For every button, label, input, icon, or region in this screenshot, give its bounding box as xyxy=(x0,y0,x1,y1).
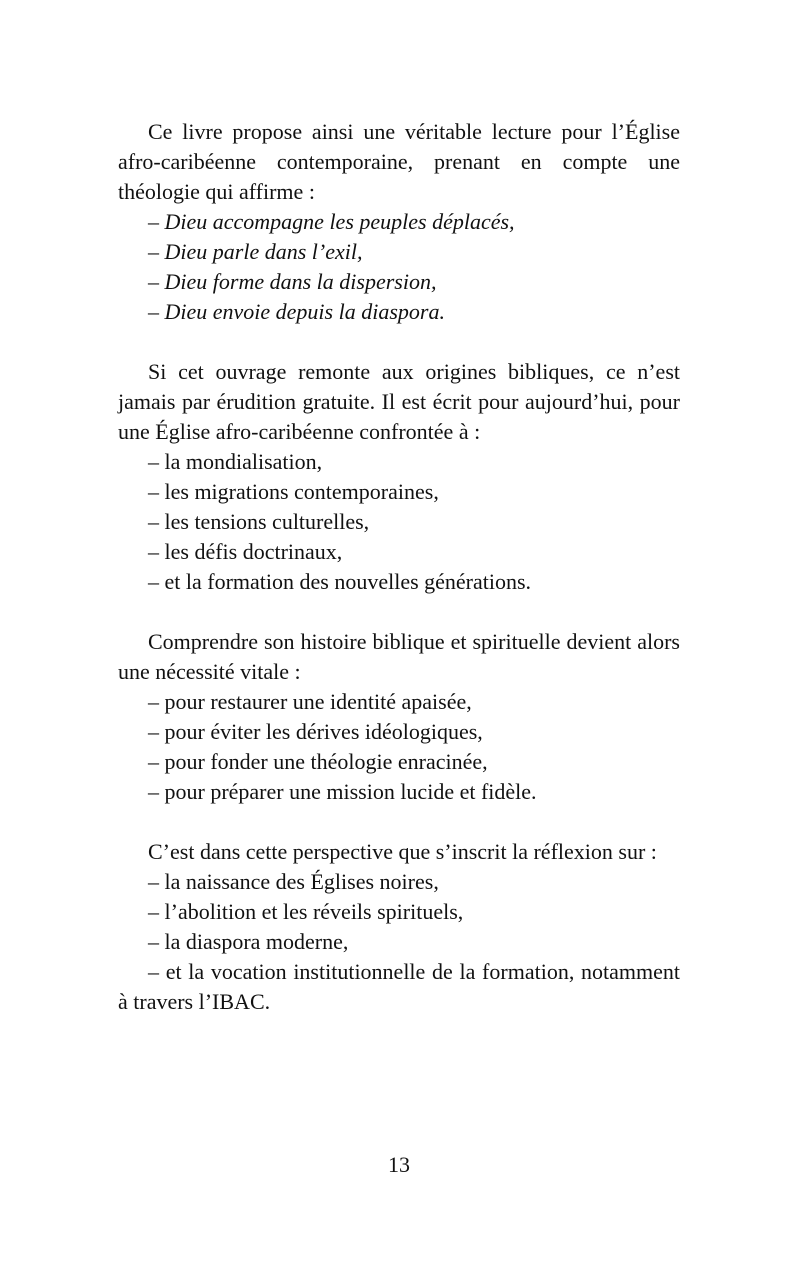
list-item: – pour fonder une théologie enracinée, xyxy=(148,749,488,774)
list-item: – et la vocation institutionnelle de la formation, notamment à travers l’IBAC. xyxy=(118,959,680,1014)
section-4-intro: C’est dans cette perspective que s’inscrit la réflexion sur : xyxy=(148,839,657,864)
list-item: – pour éviter les dérives idéologiques, xyxy=(148,719,483,744)
section-3-intro: Comprendre son histoire biblique et spirituelle devient alors une nécessité vitale : xyxy=(118,629,680,684)
section-2 xyxy=(118,357,680,597)
list-item: – l’abolition et les réveils spirituels, xyxy=(148,899,464,924)
page-number: 13 xyxy=(388,1152,410,1177)
section-1-intro: Ce livre propose ainsi une véritable lecture pour l’Église afro-caribéenne contemporaine, prenant en compte une théologie qui affirme : xyxy=(118,119,680,204)
list-item: – les migrations contemporaines, xyxy=(148,479,439,504)
page-body xyxy=(118,117,680,1047)
list-item: – la naissance des Églises noires, xyxy=(148,869,439,894)
list-item: – Dieu forme dans la dispersion, xyxy=(148,269,437,294)
list-item: – la mondialisation, xyxy=(148,449,323,474)
section-2-intro: Si cet ouvrage remonte aux origines bibliques, ce n’est jamais par érudition gratuite. Il est écrit pour aujourd’hui, pour une Église afro-caribéenne confrontée à : xyxy=(118,359,680,444)
list-item: – pour préparer une mission lucide et fidèle. xyxy=(148,779,537,804)
list-item: – les défis doctrinaux, xyxy=(148,539,343,564)
list-item: – la diaspora moderne, xyxy=(148,929,349,954)
list-item: – Dieu accompagne les peuples déplacés, xyxy=(148,209,515,234)
list-item: – les tensions culturelles, xyxy=(148,509,370,534)
list-item: – Dieu envoie depuis la diaspora. xyxy=(148,299,445,324)
list-item: – Dieu parle dans l’exil, xyxy=(148,239,363,264)
section-3 xyxy=(118,627,680,807)
list-item: – pour restaurer une identité apaisée, xyxy=(148,689,472,714)
section-1 xyxy=(118,117,680,327)
section-4 xyxy=(118,837,680,1017)
list-item: – et la formation des nouvelles générations. xyxy=(148,569,532,594)
